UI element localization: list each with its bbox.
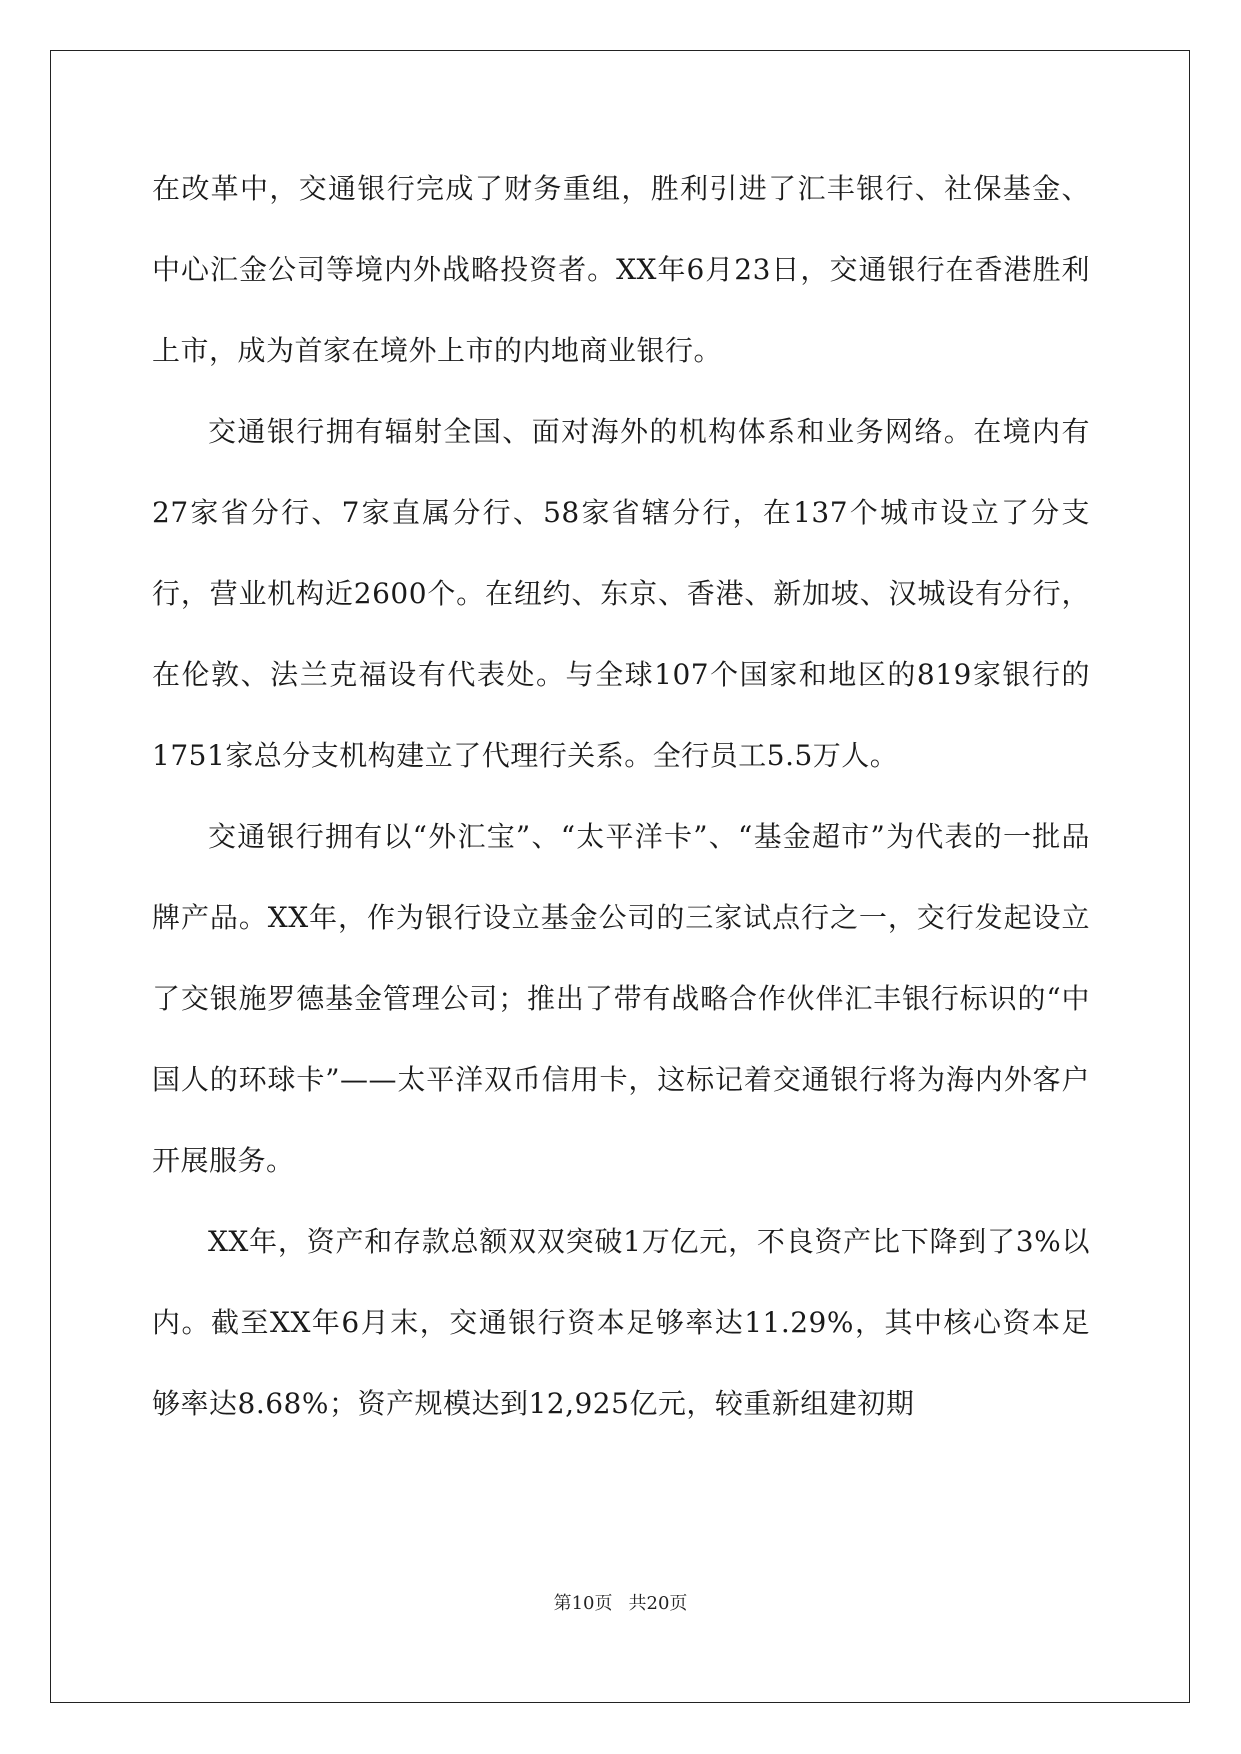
total-pages: 共20页 [628, 1593, 688, 1614]
paragraph-2: 交通银行拥有辐射全国、面对海外的机构体系和业务网络。在境内有27家省分行、7家直属分行、58家省辖分行，在137个城市设立了分支行，营业机构近2600个。在纽约、东京、香港、新加坡、汉城设有分行，在伦敦、法兰克福设有代表处。与全球107个国家和地区的819家银行的1751家总分支机构建立了代理行关系。全行员工5.5万人。 [152, 415, 1090, 772]
paragraph-3: 交通银行拥有以“外汇宝”、“太平洋卡”、“基金超市”为代表的一批品牌产品。XX年，作为银行设立基金公司的三家试点行之一，交行发起设立了交银施罗德基金管理公司；推出了带有战略合作伙伴汇丰银行标识的“中国人的环球卡”——太平洋双币信用卡，这标记着交通银行将为海内外客户开展服务。 [152, 820, 1090, 1177]
page-footer [0, 1592, 1241, 1616]
page-number: 第10页 [553, 1593, 613, 1614]
document-body [152, 148, 1090, 1444]
paragraph-4: XX年，资产和存款总额双双突破1万亿元，不良资产比下降到了3%以内。截至XX年6月末，交通银行资本足够率达11.29%，其中核心资本足够率达8.68%；资产规模达到12,925亿元，较重新组建初期 [152, 1225, 1090, 1420]
paragraph-1: 在改革中，交通银行完成了财务重组，胜利引进了汇丰银行、社保基金、中心汇金公司等境内外战略投资者。XX年6月23日，交通银行在香港胜利上市，成为首家在境外上市的内地商业银行。 [152, 172, 1090, 367]
